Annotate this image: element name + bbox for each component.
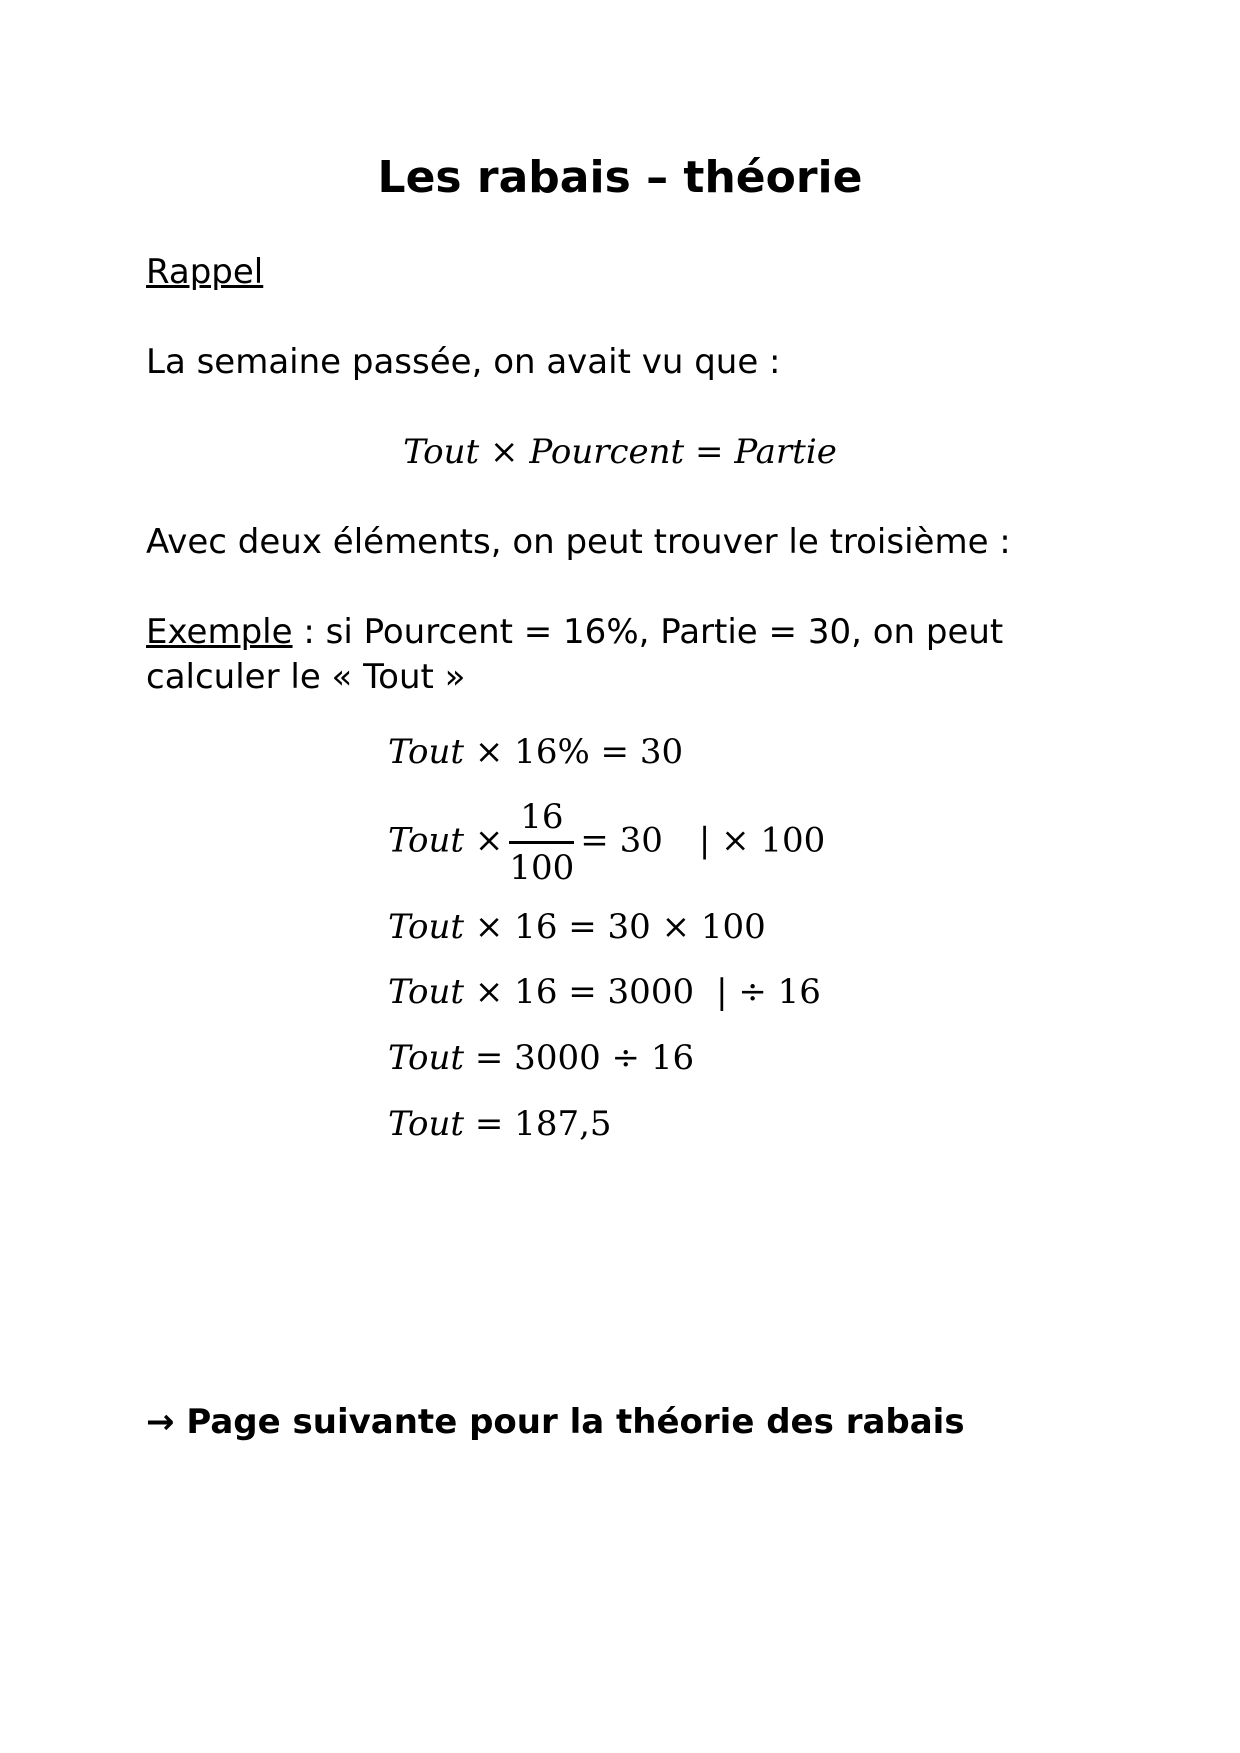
step-5-var: Tout: [388, 1038, 465, 1078]
step-4-rest: × 16 = 3000: [464, 972, 695, 1012]
intro-text: La semaine passée, on avait vu que :: [146, 342, 781, 382]
step-3-var: Tout: [388, 907, 465, 947]
step-1-var: Tout: [388, 732, 465, 772]
avec-text: Avec deux éléments, on peut trouver le troisième :: [146, 522, 1011, 562]
step-2-rest: = 30: [580, 820, 663, 861]
step-1: [388, 730, 683, 774]
formula-equals: =: [695, 432, 724, 472]
step-5-rest: = 3000 ÷ 16: [464, 1038, 695, 1078]
next-page-label: Page suivante pour la théorie des rabais: [186, 1402, 965, 1442]
example-line-1: [146, 610, 1003, 654]
formula-times: ×: [490, 432, 519, 472]
main-formula: [0, 430, 1240, 474]
example-line-1-rest: : si Pourcent = 16%, Partie = 30, on peut: [292, 612, 1004, 652]
step-4-operation: | ÷ 16: [716, 972, 821, 1012]
step-1-rest: × 16% = 30: [464, 732, 684, 772]
fraction-bar: [509, 841, 574, 844]
step-2-operation: | × 100: [698, 820, 826, 861]
step-2-times: ×: [464, 820, 504, 861]
step-6-var: Tout: [388, 1104, 465, 1144]
formula-pourcent: Pourcent: [529, 432, 685, 472]
page-title: Les rabais – théorie: [377, 152, 863, 203]
step-6-rest: = 187,5: [464, 1104, 612, 1144]
example-label: Exemple: [146, 612, 293, 652]
fraction-numerator: 16: [520, 797, 564, 837]
step-2: [388, 795, 825, 890]
formula-tout: Tout: [403, 432, 480, 472]
rappel-heading: Rappel: [146, 252, 264, 292]
arrow-right-icon: →: [146, 1402, 175, 1442]
next-page-note: [146, 1400, 965, 1444]
step-5: [388, 1036, 694, 1080]
step-2-fraction: [509, 795, 574, 890]
step-6: [388, 1102, 612, 1146]
formula-partie: Partie: [734, 432, 837, 472]
example-line-2: calculer le « Tout »: [146, 657, 466, 697]
step-3-rest: × 16 = 30 × 100: [464, 907, 766, 947]
step-3: [388, 905, 766, 949]
step-2-var: Tout: [388, 820, 465, 861]
fraction-denominator: 100: [509, 848, 575, 888]
step-4-var: Tout: [388, 972, 465, 1012]
step-4: [388, 970, 821, 1014]
